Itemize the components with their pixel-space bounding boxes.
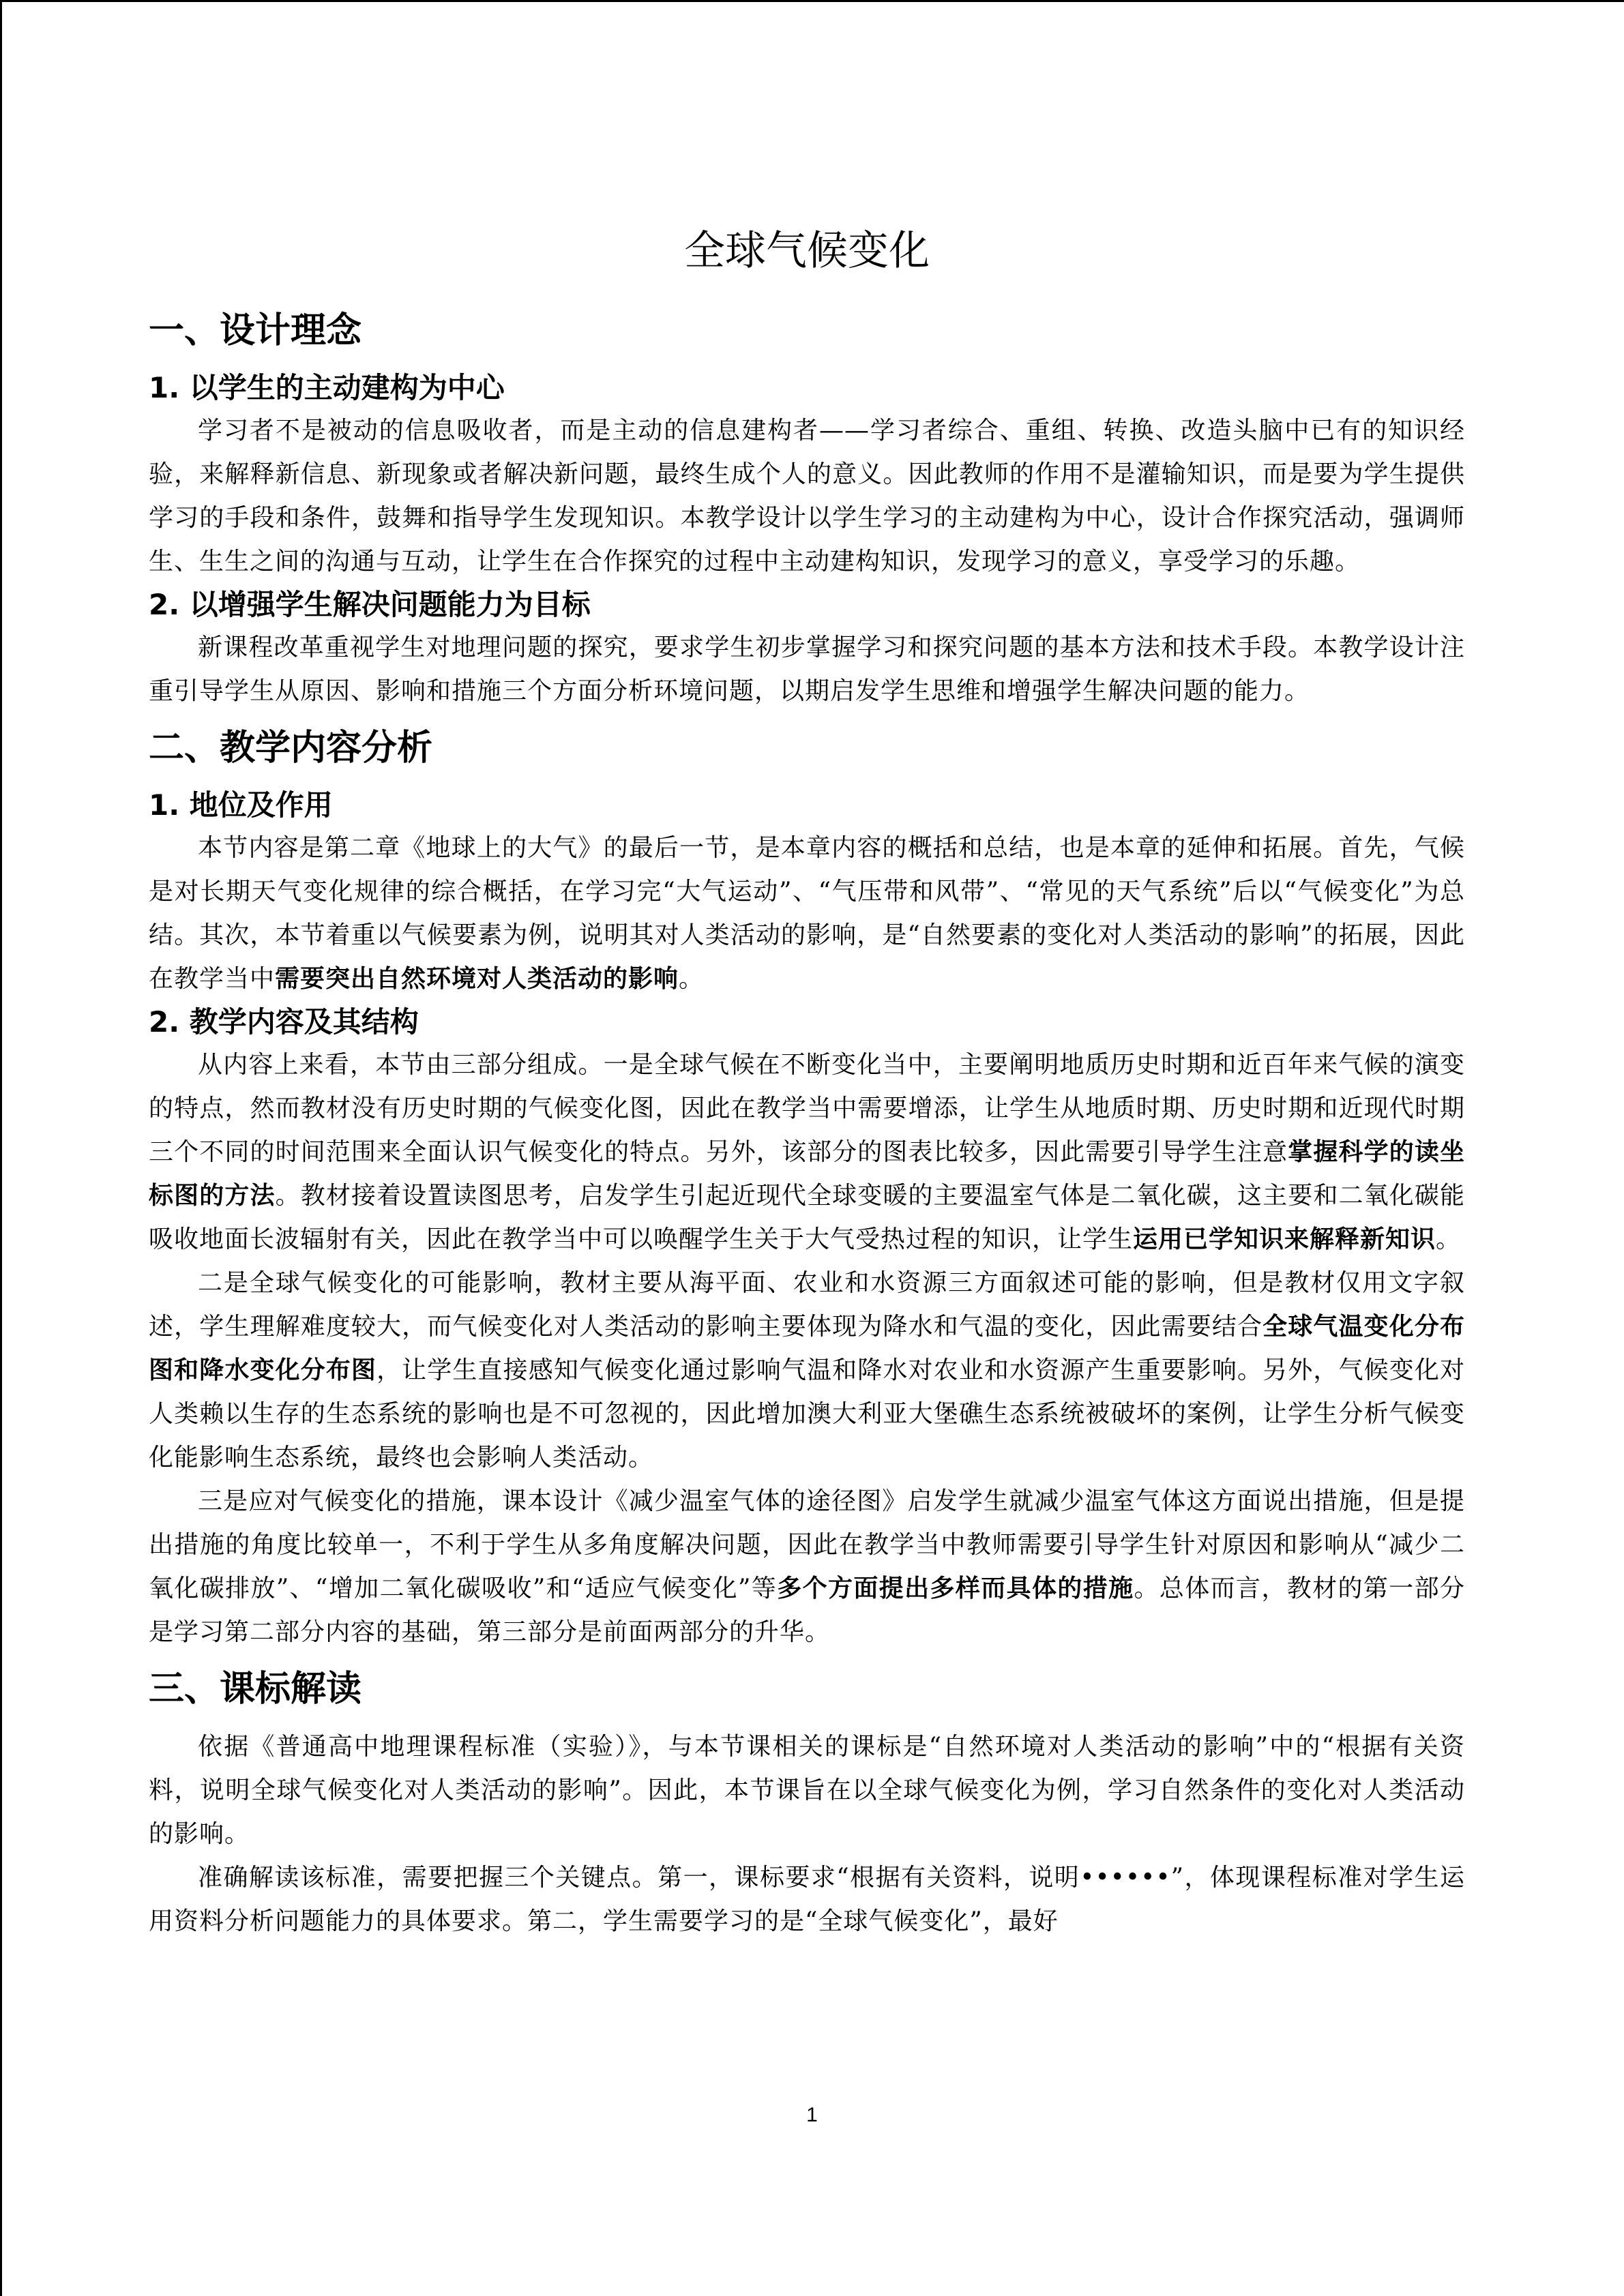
paragraph-text: 。 bbox=[1436, 1225, 1462, 1253]
paragraph-text: 准确解读该标准，需要把握三个关键点。第一，课标要求“根据有关资料，说明••••••”，体现课程标准对学生运用资料分析问题能力的具体要求。第二，学生需要学习的是“全球气候变化”，最好 bbox=[149, 1864, 1465, 1935]
paragraph-text: ，让学生直接感知气候变化通过影响气温和降水对农业和水资源产生重要影响。另外，气候变化对人类赖以生存的生态系统的影响也是不可忽视的，因此增加澳大利亚大堡礁生态系统被破坏的案例，让学生分析气候变化能影响生态系统，最终也会影响人类活动。 bbox=[149, 1356, 1465, 1472]
subsection-heading: 2. 以增强学生解决问题能力为目标 bbox=[149, 588, 591, 621]
emphasized-text: 运用已学知识来解释新知识 bbox=[1133, 1225, 1436, 1253]
emphasized-text: 掌握科学的读坐标图的方法 bbox=[149, 1138, 1465, 1210]
paragraph-text: 从内容上来看，本节由三部分组成。一是全球气候在不断变化当中，主要阐明地质历史时期和近百年来气候的演变的特点，然而教材没有历史时期的气候变化图，因此在教学当中需要增添，让学生从地质时期、历史时期和近现代时期三个不同的时间范围来全面认识气候变化的特点。另外，该部分的图表比较多，因此需要引导学生注意 bbox=[149, 1051, 1465, 1166]
emphasized-text: 全球气温变化分布图和降水变化分布图 bbox=[149, 1313, 1465, 1384]
document-page bbox=[149, 205, 1465, 1943]
section-heading: 一、设计理念 bbox=[149, 310, 362, 351]
subsection-heading: 1. 地位及作用 bbox=[149, 788, 333, 822]
body-paragraph bbox=[149, 626, 1465, 713]
subsection-heading: 2. 教学内容及其结构 bbox=[149, 1005, 419, 1039]
paragraph-text: 三是应对气候变化的措施，课本设计《减少温室气体的途径图》启发学生就减少温室气体这方面说出措施，但是提出措施的角度比较单一，不利于学生从多角度解决问题，因此在教学当中教师需要引导学生针对原因和影响从“减少二氧化碳排放”、“增加二氧化碳吸收”和“适应气候变化”等 bbox=[149, 1487, 1465, 1602]
paragraph-text: 依据《普通高中地理课程标准（实验）》，与本节课相关的课标是“自然环境对人类活动的影响”中的“根据有关资料，说明全球气候变化对人类活动的影响”。因此，本节课旨在以全球气候变化为例，学习自然条件的变化对人类活动的影响。 bbox=[149, 1733, 1465, 1848]
page-number: 1 bbox=[806, 2104, 818, 2126]
subsection-heading: 1. 以学生的主动建构为中心 bbox=[149, 371, 505, 404]
paragraph-text: 学习者不是被动的信息吸收者，而是主动的信息建构者——学习者综合、重组、转换、改造头脑中已有的知识经验，来解释新信息、新现象或者解决新问题，最终生成个人的意义。因此教师的作用不是灌输知识，而是要为学生提供学习的手段和条件，鼓舞和指导学生发现知识。本教学设计以学生学习的主动建构为中心，设计合作探究活动，强调师生、生生之间的沟通与互动，让学生在合作探究的过程中主动建构知识，发现学习的意义，享受学习的乐趣。 bbox=[149, 417, 1465, 576]
paragraph-text: 。 bbox=[679, 965, 705, 993]
emphasized-text: 需要突出自然环境对人类活动的影响 bbox=[275, 965, 679, 993]
paragraph-text: 本节内容是第二章《地球上的大气》的最后一节，是本章内容的概括和总结，也是本章的延伸和拓展。首先，气候是对长期天气变化规律的综合概括，在学习完“大气运动”、“气压带和风带”、“常见的天气系统”后以“气候变化”为总结。其次，本节着重以气候要素为例，说明其对人类活动的影响，是“自然要素的变化对人类活动的影响”的拓展，因此在教学当中 bbox=[149, 834, 1465, 993]
body-paragraph bbox=[149, 1480, 1465, 1654]
section-heading: 二、教学内容分析 bbox=[149, 728, 433, 769]
body-paragraph bbox=[149, 826, 1465, 1001]
body-paragraph bbox=[149, 1262, 1465, 1480]
emphasized-text: 多个方面提出多样而具体的措施 bbox=[777, 1575, 1134, 1602]
body-paragraph bbox=[149, 1725, 1465, 1856]
paragraph-text: 新课程改革重视学生对地理问题的探究，要求学生初步掌握学习和探究问题的基本方法和技术手段。本教学设计注重引导学生从原因、影响和措施三个方面分析环境问题，以期启发学生思维和增强学生解决问题的能力。 bbox=[149, 633, 1465, 705]
paragraph-text: 。总体而言，教材的第一部分是学习第二部分内容的基础，第三部分是前面两部分的升华。 bbox=[149, 1575, 1465, 1646]
page-top-border bbox=[0, 0, 1624, 2]
paragraph-text: 。教材接着设置读图思考，启发学生引起近现代全球变暖的主要温室气体是二氧化碳，这主要和二氧化碳能吸收地面长波辐射有关，因此在教学当中可以唤醒学生关于大气受热过程的知识，让学生 bbox=[149, 1182, 1465, 1253]
page-left-border bbox=[0, 0, 2, 2296]
document-title: 全球气候变化 bbox=[684, 227, 930, 275]
body-paragraph bbox=[149, 409, 1465, 584]
paragraph-text: 二是全球气候变化的可能影响，教材主要从海平面、农业和水资源三方面叙述可能的影响，但是教材仅用文字叙述，学生理解难度较大，而气候变化对人类活动的影响主要体现为降水和气温的变化，因此需要结合 bbox=[149, 1269, 1465, 1341]
body-paragraph bbox=[149, 1856, 1465, 1943]
body-paragraph bbox=[149, 1043, 1465, 1262]
document-body bbox=[149, 305, 1465, 1943]
section-heading: 三、课标解读 bbox=[149, 1669, 362, 1710]
